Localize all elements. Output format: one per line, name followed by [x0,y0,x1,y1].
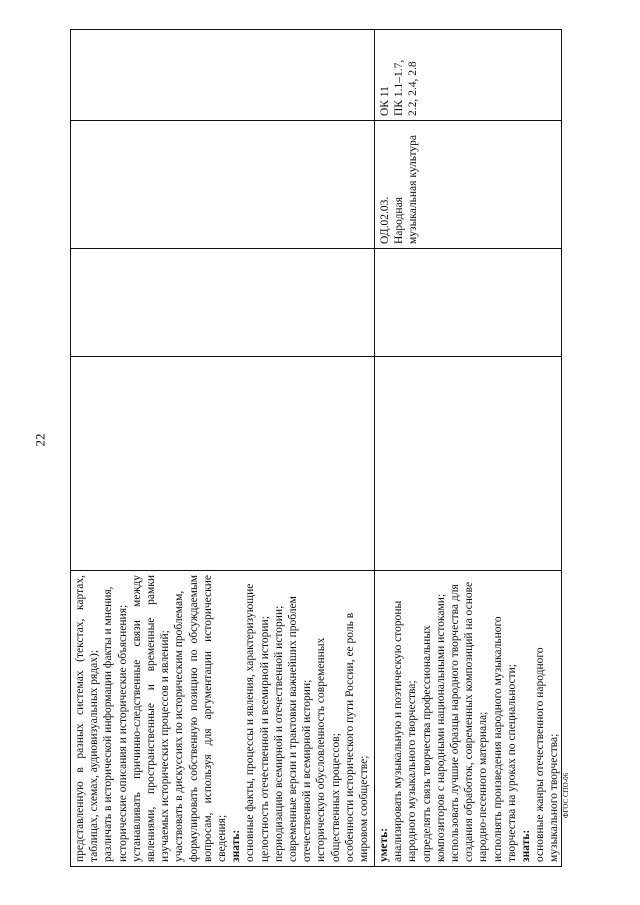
competency-line: формулировать собственную позицию по обсуждаемым [187,575,200,862]
competency-line: вопросам, используя для аргументации исторические [201,575,214,862]
discipline-line: музыкальная культура [407,134,419,244]
competency-line: таблицах, схемах, аудиовизуальных рядах); [88,649,101,862]
competency-line: основные факты, процессы и явления, характеризующие [244,583,257,862]
competency-line: участвовать в дискуссиях по историческим проблемам, [173,590,186,862]
discipline-cell [71,120,374,248]
competency-line: представленную в разных системах (текстах, картах, [74,575,86,862]
table-row-folk-music [374,29,562,867]
competency-line: использовать лучшие образцы народного творчества для [449,584,462,862]
competency-line: современные версии и трактовки важнейших проблем [287,596,300,862]
page-number: 22 [32,433,48,447]
discipline-cell [375,120,561,248]
competency-line: целостность отечественной и всемирной истории; [258,616,271,862]
max-load-cell [375,356,561,570]
competency-line: особенности исторического пути России, ее роль в [343,612,356,862]
competency-line: анализировать музыкальную и поэтическую стороны [392,600,405,862]
competency-codes-cell [375,28,561,120]
competency-line: знать: [520,829,533,862]
competency-code-line: ОК 11 [379,86,391,116]
hours-cell [375,248,561,356]
max-load-cell [71,356,374,570]
discipline-line: Народная [393,197,405,244]
competency-line: определять связь творчества профессиональных [420,625,433,862]
competency-line: исполнять произведения народного музыкального [491,616,504,862]
competencies-cell [375,570,561,866]
footer-code: ФГОС СПО-06 [562,772,570,818]
competency-line: знать: [230,829,243,862]
competency-codes-cell [71,28,374,120]
competency-line: периодизацию всемирной и отечественной истории; [272,605,285,862]
competency-line: сведения; [216,814,229,862]
competency-line: творчества на уроках по специальности; [505,664,518,862]
competency-line: историческую обусловленность современных [315,637,328,862]
competency-line: исторические описания и исторические объяснения; [116,604,129,862]
competency-line: изучаемых исторических процессов и явлений; [159,630,172,862]
competency-line: народного музыкального творчества; [406,680,419,862]
table-row-history [70,29,375,867]
competency-line: мировом сообществе; [358,755,371,862]
competency-line: общественных процессов; [329,733,342,862]
competency-line: создания обработок, современных композиций на основе [463,581,476,862]
competency-line: явлениями, пространственные и временные рамки [145,575,158,862]
hours-cell [71,248,374,356]
competency-line: народно-песенного материала; [477,711,490,862]
rotated-standards-table [70,29,562,867]
competency-line: уметь: [378,827,390,862]
competency-code-line: ПК 1.1–1.7, [393,59,405,116]
competency-line: основные жанры отечественного народного [534,647,547,862]
discipline-line: ОД.02.03. [379,196,391,244]
competency-line: композиторов с народными национальными истоками; [434,593,447,862]
competency-code-line: 2.2, 2.4, 2.8 [407,61,419,116]
competencies-cell [71,570,374,866]
competency-line: музыкального творчества; [548,733,561,862]
competency-line: различать в исторической информации факты и мнения, [102,586,115,862]
competency-line: устанавливать причинно-следственные связи между [130,575,143,862]
competency-line: отечественной и всемирной истории; [301,679,314,862]
